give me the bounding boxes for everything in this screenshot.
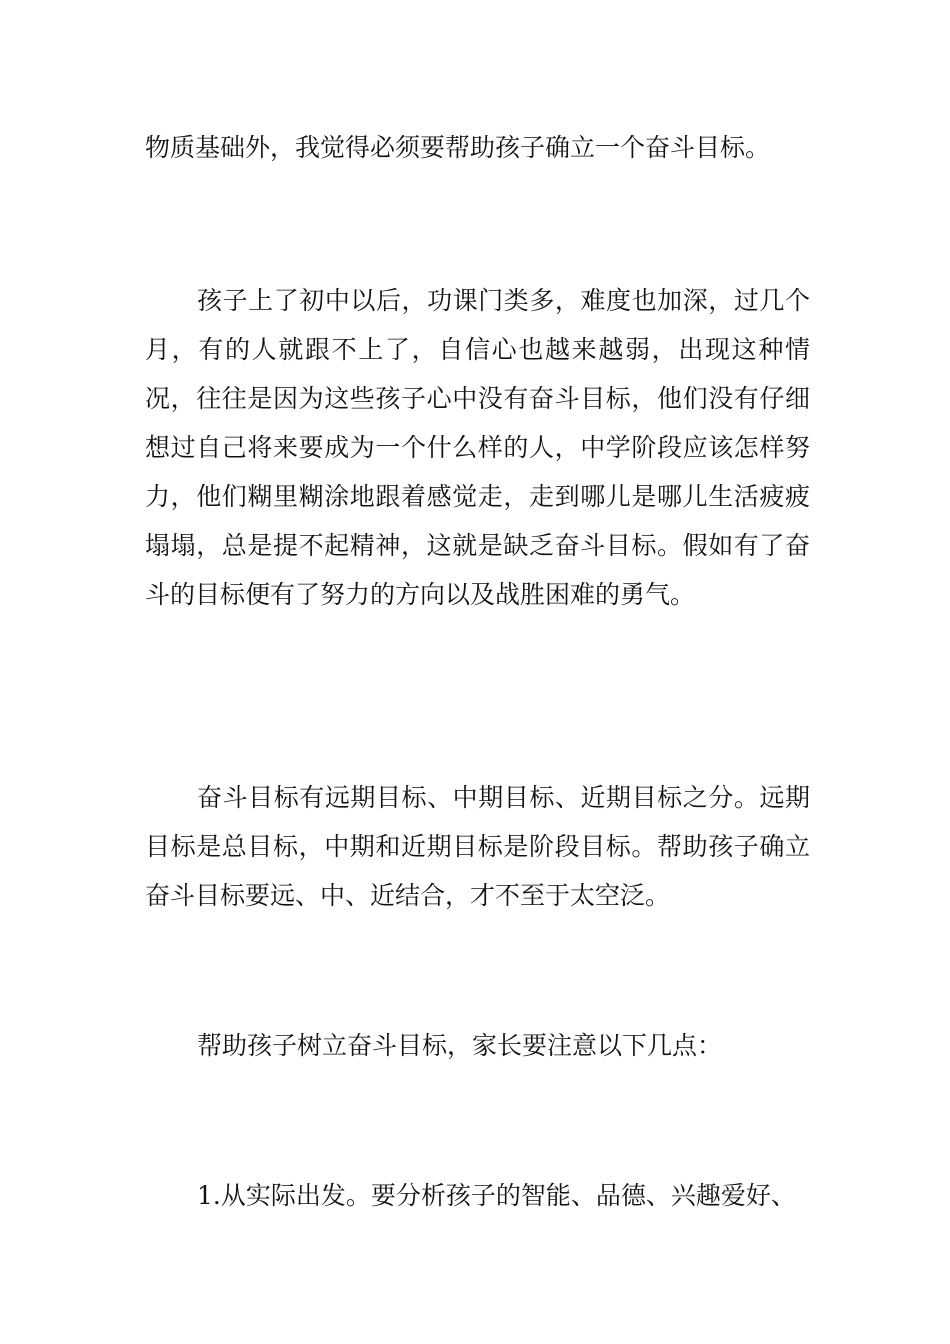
paragraph-5: 1.从实际出发。要分析孩子的智能、品德、兴趣爱好、 <box>197 1181 796 1210</box>
paragraph-3: 奋斗目标有远期目标、中期目标、近期目标之分。远期目标是总目标，中期和近期目标是阶段目标。帮助孩子确立奋斗目标要远、中、近结合，才不至于太空泛。 <box>145 783 810 910</box>
paragraph-1: 物质基础外，我觉得必须要帮助孩子确立一个奋斗目标。 <box>145 133 771 162</box>
paragraph-4: 帮助孩子树立奋斗目标，家长要注意以下几点： <box>197 1031 723 1060</box>
paragraph-2: 孩子上了初中以后，功课门类多，难度也加深，过几个月，有的人就跟不上了，自信心也越来越弱，出现这种情况，往往是因为这些孩子心中没有奋斗目标，他们没有仔细想过自己将来要成为一个什么样的人，中学阶段应该怎样努力，他们糊里糊涂地跟着感觉走，走到哪儿是哪儿生活疲疲塌塌，总是提不起精神，这就是缺乏奋斗目标。假如有了奋斗的目标便有了努力的方向以及战胜困难的勇气。 <box>145 286 810 609</box>
